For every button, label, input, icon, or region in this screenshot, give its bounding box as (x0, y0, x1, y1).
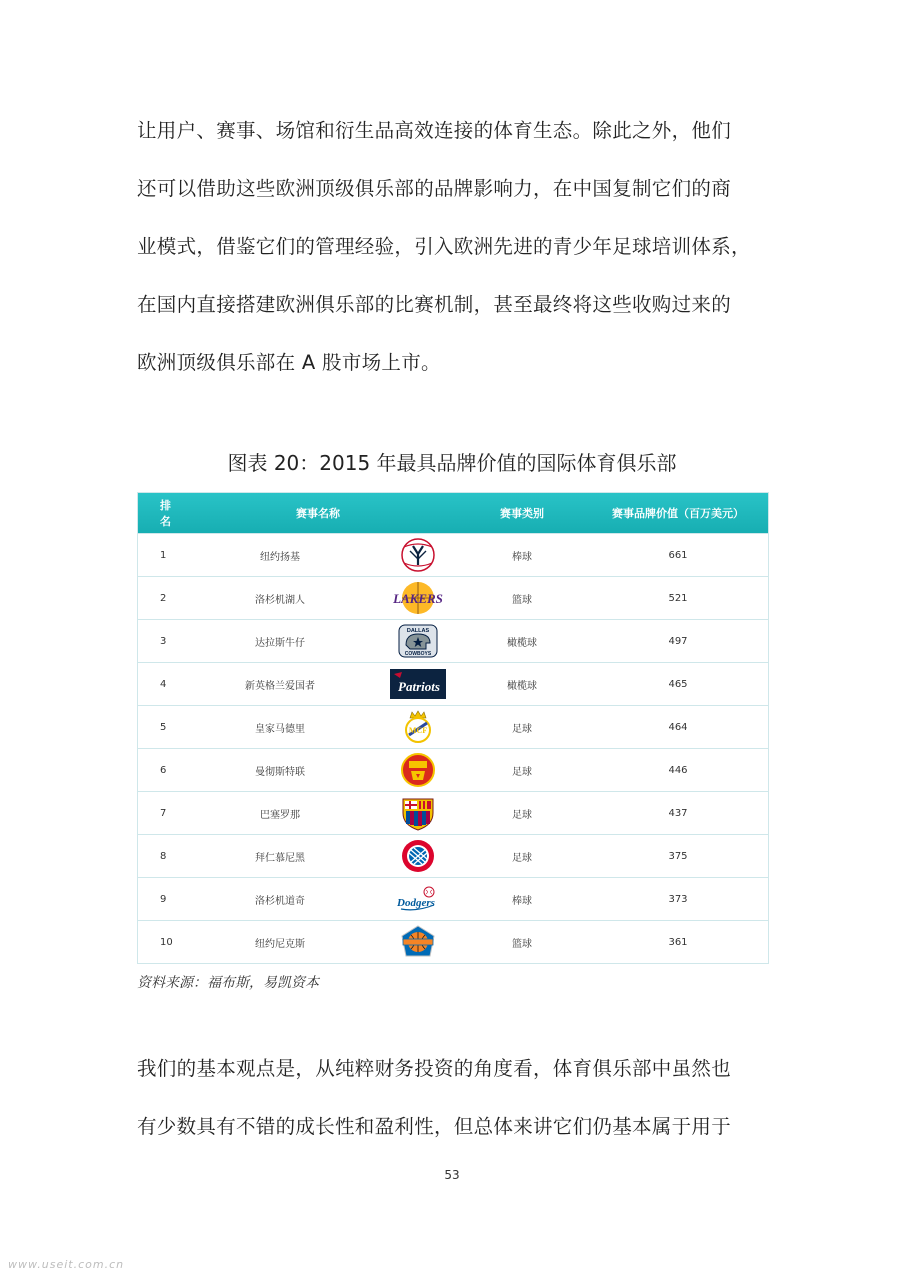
paragraph-line: 我们的基本观点是，从纯粹财务投资的角度看，体育俱乐部中虽然也 (137, 1057, 732, 1080)
value-cell: 661 (668, 549, 688, 561)
header-name: 赛事名称 (296, 507, 340, 520)
value-cell: 464 (668, 721, 688, 733)
manchester-united-logo (396, 752, 440, 788)
table-row (138, 791, 768, 834)
category-cell: 足球 (512, 852, 532, 864)
table-header (138, 493, 768, 533)
figure-caption: 图表 20：2015 年最具品牌价值的国际体育俱乐部 (227, 451, 677, 475)
value-cell: 375 (668, 850, 688, 862)
paragraph-line: 还可以借助这些欧洲顶级俱乐部的品牌影响力，在中国复制它们的商 (137, 177, 732, 200)
table-row (138, 920, 768, 963)
table-row (138, 748, 768, 791)
paragraph-line: 业模式，借鉴它们的管理经验，引入欧洲先进的青少年足球培训体系， (137, 235, 751, 258)
category-cell: 篮球 (512, 938, 532, 950)
club-name-cell: 纽约扬基 (260, 551, 300, 563)
rank-cell: 2 (160, 592, 167, 604)
value-cell: 437 (668, 807, 688, 819)
rank-cell: 7 (160, 807, 167, 819)
rank-cell: 4 (160, 678, 167, 690)
table-row (138, 705, 768, 748)
barcelona-logo (396, 795, 440, 831)
rank-cell: 5 (160, 721, 167, 733)
header-rank: 排名 (160, 499, 171, 528)
body-paragraph-2 (137, 1040, 777, 1156)
rank-cell: 3 (160, 635, 167, 647)
table-row (138, 533, 768, 576)
category-cell: 橄榄球 (507, 680, 537, 692)
paragraph-line: 有少数具有不错的成长性和盈利性，但总体来讲它们仍基本属于用于 (137, 1115, 732, 1138)
club-name-cell: 曼彻斯特联 (255, 766, 305, 778)
source-note: 资料来源：福布斯，易凯资本 (137, 975, 319, 991)
club-name-cell: 达拉斯牛仔 (255, 637, 305, 649)
patriots-wordmark: Patriots (398, 679, 440, 694)
club-name-cell: 皇家马德里 (255, 723, 305, 735)
category-cell: 足球 (512, 809, 532, 821)
club-name-cell: 巴塞罗那 (260, 809, 300, 821)
watermark: www.useit.com.cn (8, 1258, 125, 1271)
category-cell: 足球 (512, 766, 532, 778)
header-value: 赛事品牌价值（百万美元） (612, 507, 744, 520)
category-cell: 橄榄球 (507, 637, 537, 649)
rank-cell: 8 (160, 850, 167, 862)
yankees-logo (396, 537, 440, 573)
table-row (138, 662, 768, 705)
club-name-cell: 洛杉机湖人 (255, 594, 305, 606)
table-row (138, 834, 768, 877)
cowboys-logo (396, 623, 440, 659)
knicks-logo (396, 924, 440, 960)
category-cell: 棒球 (512, 895, 532, 907)
category-cell: 篮球 (512, 594, 532, 606)
header-type: 赛事类别 (500, 507, 544, 520)
paragraph-line: 在国内直接搭建欧洲俱乐部的比赛机制，甚至最终将这些收购过来的 (137, 293, 732, 316)
lakers-logo (388, 580, 448, 616)
category-cell: 足球 (512, 723, 532, 735)
paragraph-line: 欧洲顶级俱乐部在 A 股市场上市。 (137, 351, 441, 374)
value-cell: 465 (668, 678, 688, 690)
club-value-table (137, 492, 769, 964)
club-name-cell: 新英格兰爱国者 (245, 680, 315, 692)
table-row (138, 877, 768, 920)
lakers-wordmark: LAKERS (393, 591, 443, 606)
value-cell: 521 (668, 592, 688, 604)
club-name-cell: 拜仁慕尼黑 (255, 852, 305, 864)
bayern-logo (396, 838, 440, 874)
value-cell: 497 (668, 635, 688, 647)
category-cell: 棒球 (512, 551, 532, 563)
rank-cell: 9 (160, 893, 167, 905)
paragraph-line: 让用户、赛事、场馆和衍生品高效连接的体育生态。除此之外，他们 (137, 119, 732, 142)
body-paragraph-1 (137, 102, 777, 392)
value-cell: 361 (668, 936, 688, 948)
value-cell: 446 (668, 764, 688, 776)
page-number: 53 (444, 1168, 460, 1182)
svg-text:MCF: MCF (408, 726, 428, 735)
rank-cell: 6 (160, 764, 167, 776)
table-row (138, 576, 768, 619)
cowboys-bottom-text: COWBOYS (404, 651, 432, 657)
cowboys-top-text: DALLAS (406, 628, 430, 634)
dodgers-wordmark: Dodgers (397, 897, 435, 909)
dodgers-logo (396, 881, 440, 917)
table-row (138, 619, 768, 662)
rank-cell: 10 (160, 936, 173, 948)
rank-cell: 1 (160, 549, 167, 561)
club-name-cell: 纽约尼克斯 (255, 938, 305, 950)
club-name-cell: 洛杉机道奇 (255, 895, 305, 907)
value-cell: 373 (668, 893, 688, 905)
patriots-logo (388, 666, 448, 702)
real-madrid-logo (396, 709, 440, 745)
